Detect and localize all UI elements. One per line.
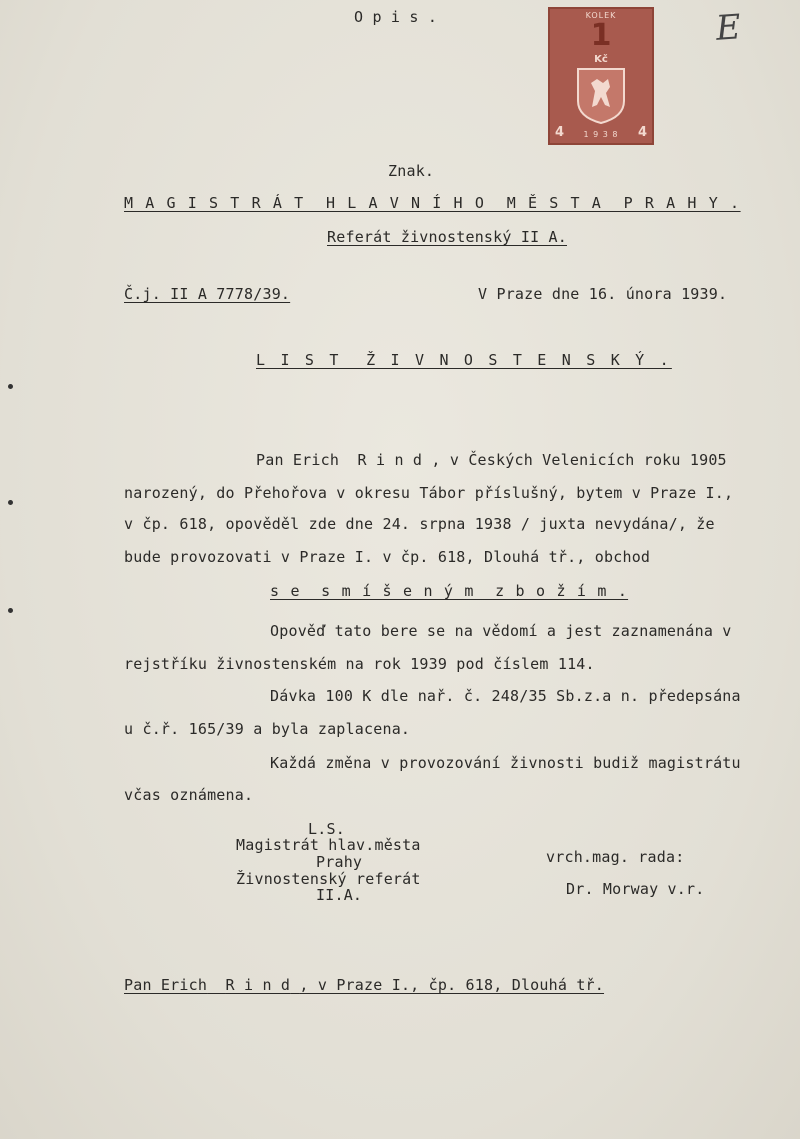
body-line2: narozený, do Přehořova v okresu Tábor příslušný, bytem v Praze I., — [124, 484, 734, 502]
punch-mark — [8, 384, 13, 389]
para4-line1: Každá změna v provozování živnosti budiž magistrátu — [270, 754, 741, 772]
address-name: R i n d — [225, 976, 291, 994]
department-heading: Referát živnostenský II A. — [327, 228, 567, 246]
body-line1: Pan Erich R i n d , v Českých Velenicích roku 1905 — [256, 451, 727, 469]
signatory-name: Dr. Morway v.r. — [566, 880, 705, 898]
stamp-top-label: KOLEK — [585, 11, 617, 20]
revenue-stamp — [548, 7, 654, 145]
punch-mark — [8, 500, 13, 505]
signatory-title: vrch.mag. rada: — [546, 848, 685, 866]
stamp-currency: Kč — [594, 54, 608, 65]
seal-ls: L.S. — [308, 820, 345, 838]
seal-line1: Magistrát hlav.města — [236, 836, 421, 854]
authority-heading: M A G I S T R Á T H L A V N Í H O M Ě S T A P R A H Y . — [124, 194, 741, 212]
opis-label: O p i s . — [354, 8, 438, 26]
reference-number: Č.j. II A 7778/39. — [124, 285, 291, 303]
body-line3: v čp. 618, opověděl zde dne 24. srpna 1938 / juxta nevydána/, že — [124, 515, 715, 533]
document-title: L I S T Ž I V N O S T E N S K Ý . — [256, 351, 672, 369]
body-line4: bude provozovati v Praze I. v čp. 618, Dlouhá tř., obchod — [124, 548, 651, 566]
seal-line2: Prahy — [316, 853, 363, 871]
issue-date: V Praze dne 16. února 1939. — [478, 285, 728, 303]
para3-line2: u č.ř. 165/39 a byla zaplacena. — [124, 720, 411, 738]
lion-emblem-icon — [570, 67, 632, 125]
para2-line1: Opověď tato bere se na vědomí a jest zaznamenána v — [270, 622, 732, 640]
para2-line2: rejstříku živnostenském na rok 1939 pod číslem 114. — [124, 655, 595, 673]
seal-line4: II.A. — [316, 886, 363, 904]
address-line: Pan Erich R i n d , v Praze I., čp. 618, Dlouhá tř. — [124, 976, 605, 994]
stamp-year: 1 9 3 8 — [583, 130, 619, 139]
para3-line1: Dávka 100 K dle nař. č. 248/35 Sb.z.a n. předepsána — [270, 687, 741, 705]
seal-line3: Živnostenský referát — [236, 870, 421, 888]
stamp-value: 1 — [590, 18, 612, 53]
stamp-corner-right: 4 — [637, 125, 647, 140]
handwritten-mark: E — [714, 7, 743, 49]
znak-label: Znak. — [388, 162, 435, 180]
trade-type: s e s m í š e n ý m z b o ž í m . — [270, 582, 629, 600]
para4-line2: včas oznámena. — [124, 786, 254, 804]
punch-mark — [8, 608, 13, 613]
stamp-corner-left: 4 — [555, 125, 565, 140]
holder-name: R i n d — [357, 451, 423, 469]
